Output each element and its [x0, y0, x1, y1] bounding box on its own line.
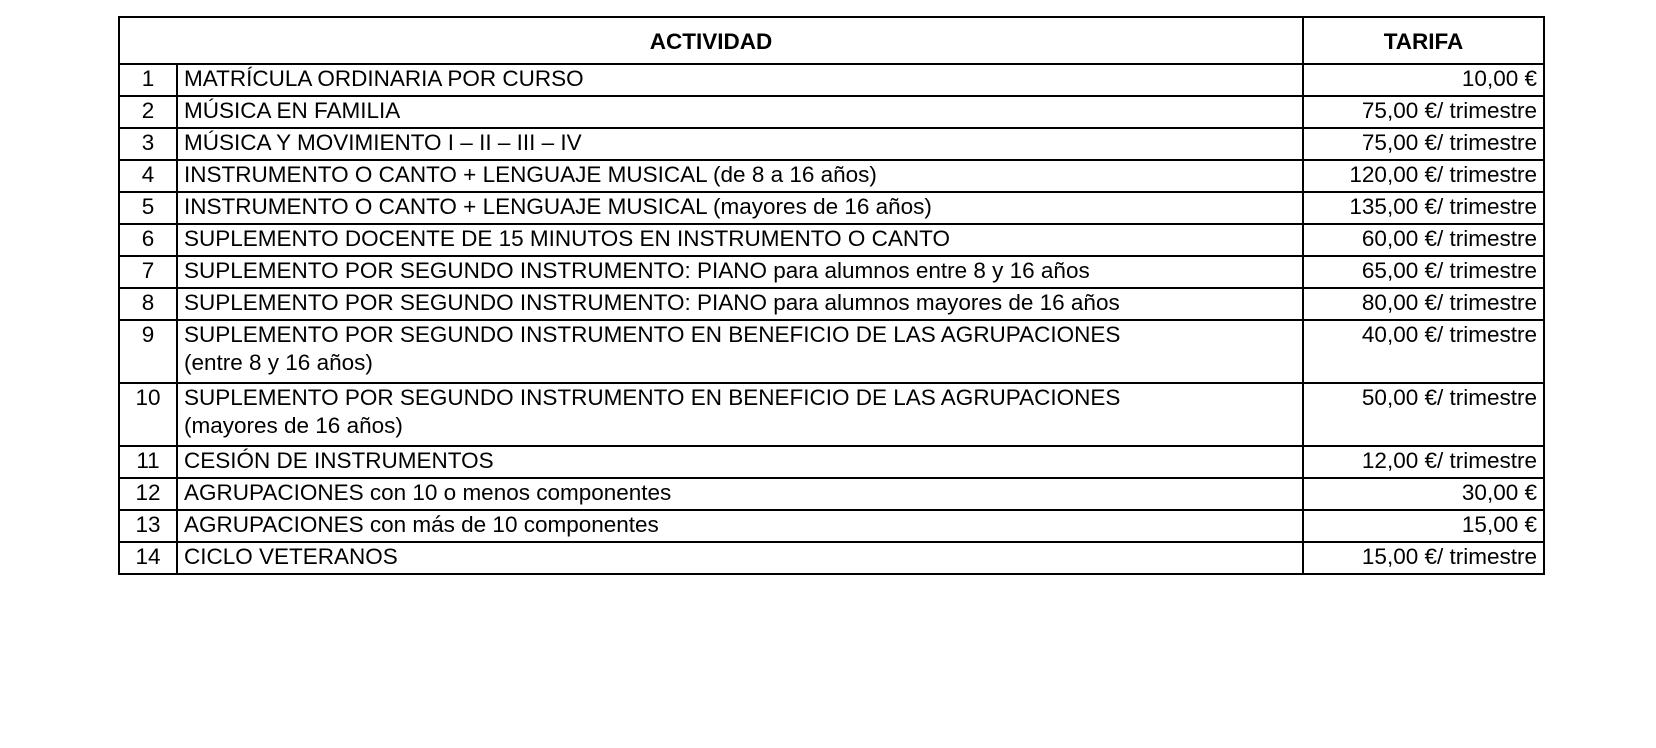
row-number: 10 [119, 383, 177, 446]
header-tarifa: TARIFA [1303, 17, 1544, 64]
row-number: 4 [119, 160, 177, 192]
row-rate: 120,00 €/ trimestre [1303, 160, 1544, 192]
activity-line-1: SUPLEMENTO POR SEGUNDO INSTRUMENTO EN BENEFICIO DE LAS AGRUPACIONES [184, 385, 1121, 410]
row-activity [177, 320, 1303, 383]
row-rate: 75,00 €/ trimestre [1303, 96, 1544, 128]
row-number: 3 [119, 128, 177, 160]
row-activity: AGRUPACIONES con 10 o menos componentes [177, 478, 1303, 510]
row-rate: 135,00 €/ trimestre [1303, 192, 1544, 224]
row-rate: 15,00 € [1303, 510, 1544, 542]
row-number: 8 [119, 288, 177, 320]
header-actividad: ACTIVIDAD [119, 17, 1303, 64]
table-row [119, 128, 1544, 160]
row-number: 1 [119, 64, 177, 96]
row-number: 11 [119, 446, 177, 478]
activity-line-1: SUPLEMENTO POR SEGUNDO INSTRUMENTO EN BENEFICIO DE LAS AGRUPACIONES [184, 322, 1121, 347]
row-number: 14 [119, 542, 177, 574]
table-row [119, 192, 1544, 224]
row-rate: 60,00 €/ trimestre [1303, 224, 1544, 256]
row-activity: CESIÓN DE INSTRUMENTOS [177, 446, 1303, 478]
table-row [119, 478, 1544, 510]
table-row [119, 96, 1544, 128]
row-activity: SUPLEMENTO DOCENTE DE 15 MINUTOS EN INSTRUMENTO O CANTO [177, 224, 1303, 256]
row-activity: AGRUPACIONES con más de 10 componentes [177, 510, 1303, 542]
table-row [119, 64, 1544, 96]
table-row [119, 446, 1544, 478]
row-rate: 80,00 €/ trimestre [1303, 288, 1544, 320]
row-rate: 10,00 € [1303, 64, 1544, 96]
row-rate: 50,00 €/ trimestre [1303, 383, 1544, 446]
row-rate: 12,00 €/ trimestre [1303, 446, 1544, 478]
row-rate: 40,00 €/ trimestre [1303, 320, 1544, 383]
table-row [119, 160, 1544, 192]
row-activity: MATRÍCULA ORDINARIA POR CURSO [177, 64, 1303, 96]
row-number: 12 [119, 478, 177, 510]
activity-line-2: (entre 8 y 16 años) [184, 350, 373, 375]
row-number: 5 [119, 192, 177, 224]
row-activity: SUPLEMENTO POR SEGUNDO INSTRUMENTO: PIANO para alumnos mayores de 16 años [177, 288, 1303, 320]
row-activity: CICLO VETERANOS [177, 542, 1303, 574]
row-rate: 15,00 €/ trimestre [1303, 542, 1544, 574]
table-row [119, 542, 1544, 574]
table-row [119, 510, 1544, 542]
row-rate: 65,00 €/ trimestre [1303, 256, 1544, 288]
row-number: 6 [119, 224, 177, 256]
row-number: 2 [119, 96, 177, 128]
table-row [119, 320, 1544, 383]
table-row [119, 224, 1544, 256]
row-activity: INSTRUMENTO O CANTO + LENGUAJE MUSICAL (mayores de 16 años) [177, 192, 1303, 224]
table-header-row [119, 17, 1544, 64]
tariff-table [118, 16, 1545, 575]
table-row [119, 256, 1544, 288]
row-activity: SUPLEMENTO POR SEGUNDO INSTRUMENTO: PIANO para alumnos entre 8 y 16 años [177, 256, 1303, 288]
row-activity [177, 383, 1303, 446]
row-number: 9 [119, 320, 177, 383]
table-row [119, 288, 1544, 320]
row-activity: INSTRUMENTO O CANTO + LENGUAJE MUSICAL (de 8 a 16 años) [177, 160, 1303, 192]
row-activity: MÚSICA EN FAMILIA [177, 96, 1303, 128]
row-number: 7 [119, 256, 177, 288]
table-row [119, 383, 1544, 446]
row-activity: MÚSICA Y MOVIMIENTO I – II – III – IV [177, 128, 1303, 160]
row-number: 13 [119, 510, 177, 542]
row-rate: 30,00 € [1303, 478, 1544, 510]
activity-line-2: (mayores de 16 años) [184, 413, 403, 438]
row-rate: 75,00 €/ trimestre [1303, 128, 1544, 160]
